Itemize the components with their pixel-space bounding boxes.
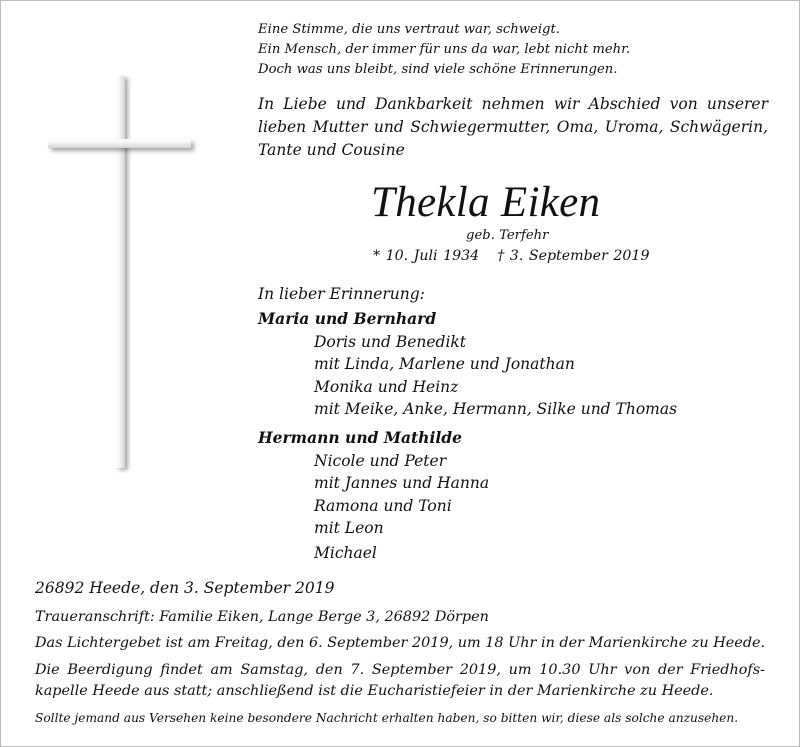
- mourners-heading: In lieber Erinnerung:: [258, 285, 425, 303]
- cross-horizontal-beam: [48, 139, 191, 148]
- poem-line: Ein Mensch, der immer für uns da war, lebt nicht mehr.: [258, 42, 631, 57]
- family-member: mit Jannes und Hanna: [314, 474, 490, 492]
- family-head: Hermann und Mathilde: [258, 428, 462, 447]
- notice-text: Sollte jemand aus Versehen keine besondere Nachricht erhalten haben, so bitten wir, diese als solche anzusehen.: [35, 711, 739, 725]
- family-head: Maria und Bernhard: [258, 309, 437, 328]
- birth-name: geb. Terfehr: [466, 228, 549, 243]
- prayer-info: Das Lichtergebet ist am Freitag, den 6. September 2019, um 18 Uhr in der Marienkirche zu Heede.: [35, 635, 766, 651]
- intro-line: In Liebe und Dankbarkeit nehmen wir Abschied von unserer: [258, 95, 768, 113]
- place-date: 26892 Heede, den 3. September 2019: [35, 579, 335, 597]
- family-member: Doris und Benedikt: [314, 333, 467, 351]
- funeral-address: Traueranschrift: Familie Eiken, Lange Berge 3, 26892 Dörpen: [35, 609, 489, 625]
- death-date: † 3. September 2019: [497, 248, 650, 264]
- funeral-line: kapelle Heede aus statt; anschließend ist die Eucharistiefeier in der Marienkirche zu Heede.: [35, 682, 714, 699]
- poem-line: Eine Stimme, die uns vertraut war, schweigt.: [258, 22, 560, 37]
- family-member: mit Leon: [314, 519, 384, 537]
- poem-line: Doch was uns bleibt, sind viele schöne Erinnerungen.: [258, 62, 618, 77]
- funeral-line: Die Beerdigung findet am Samstag, den 7. September 2019, um 10.30 Uhr von der Friedhofs-: [35, 662, 765, 678]
- life-dates: [373, 248, 649, 264]
- family-member: mit Meike, Anke, Hermann, Silke und Thomas: [314, 400, 678, 418]
- family-member: Monika und Heinz: [314, 378, 459, 396]
- family-member: Nicole und Peter: [314, 452, 447, 470]
- deceased-name: Thekla Eiken: [371, 179, 601, 226]
- cross-vertical-beam: [116, 76, 125, 468]
- intro-line: lieben Mutter und Schwiegermutter, Oma, Uroma, Schwägerin,: [258, 118, 768, 136]
- intro-text: [258, 93, 768, 162]
- intro-line: Tante und Cousine: [258, 141, 405, 159]
- funeral-info: [35, 660, 765, 701]
- family-member: mit Linda, Marlene und Jonathan: [314, 355, 575, 373]
- birth-date: * 10. Juli 1934: [373, 248, 480, 264]
- family-member: Ramona und Toni: [314, 497, 452, 515]
- family-member: Michael: [314, 544, 377, 562]
